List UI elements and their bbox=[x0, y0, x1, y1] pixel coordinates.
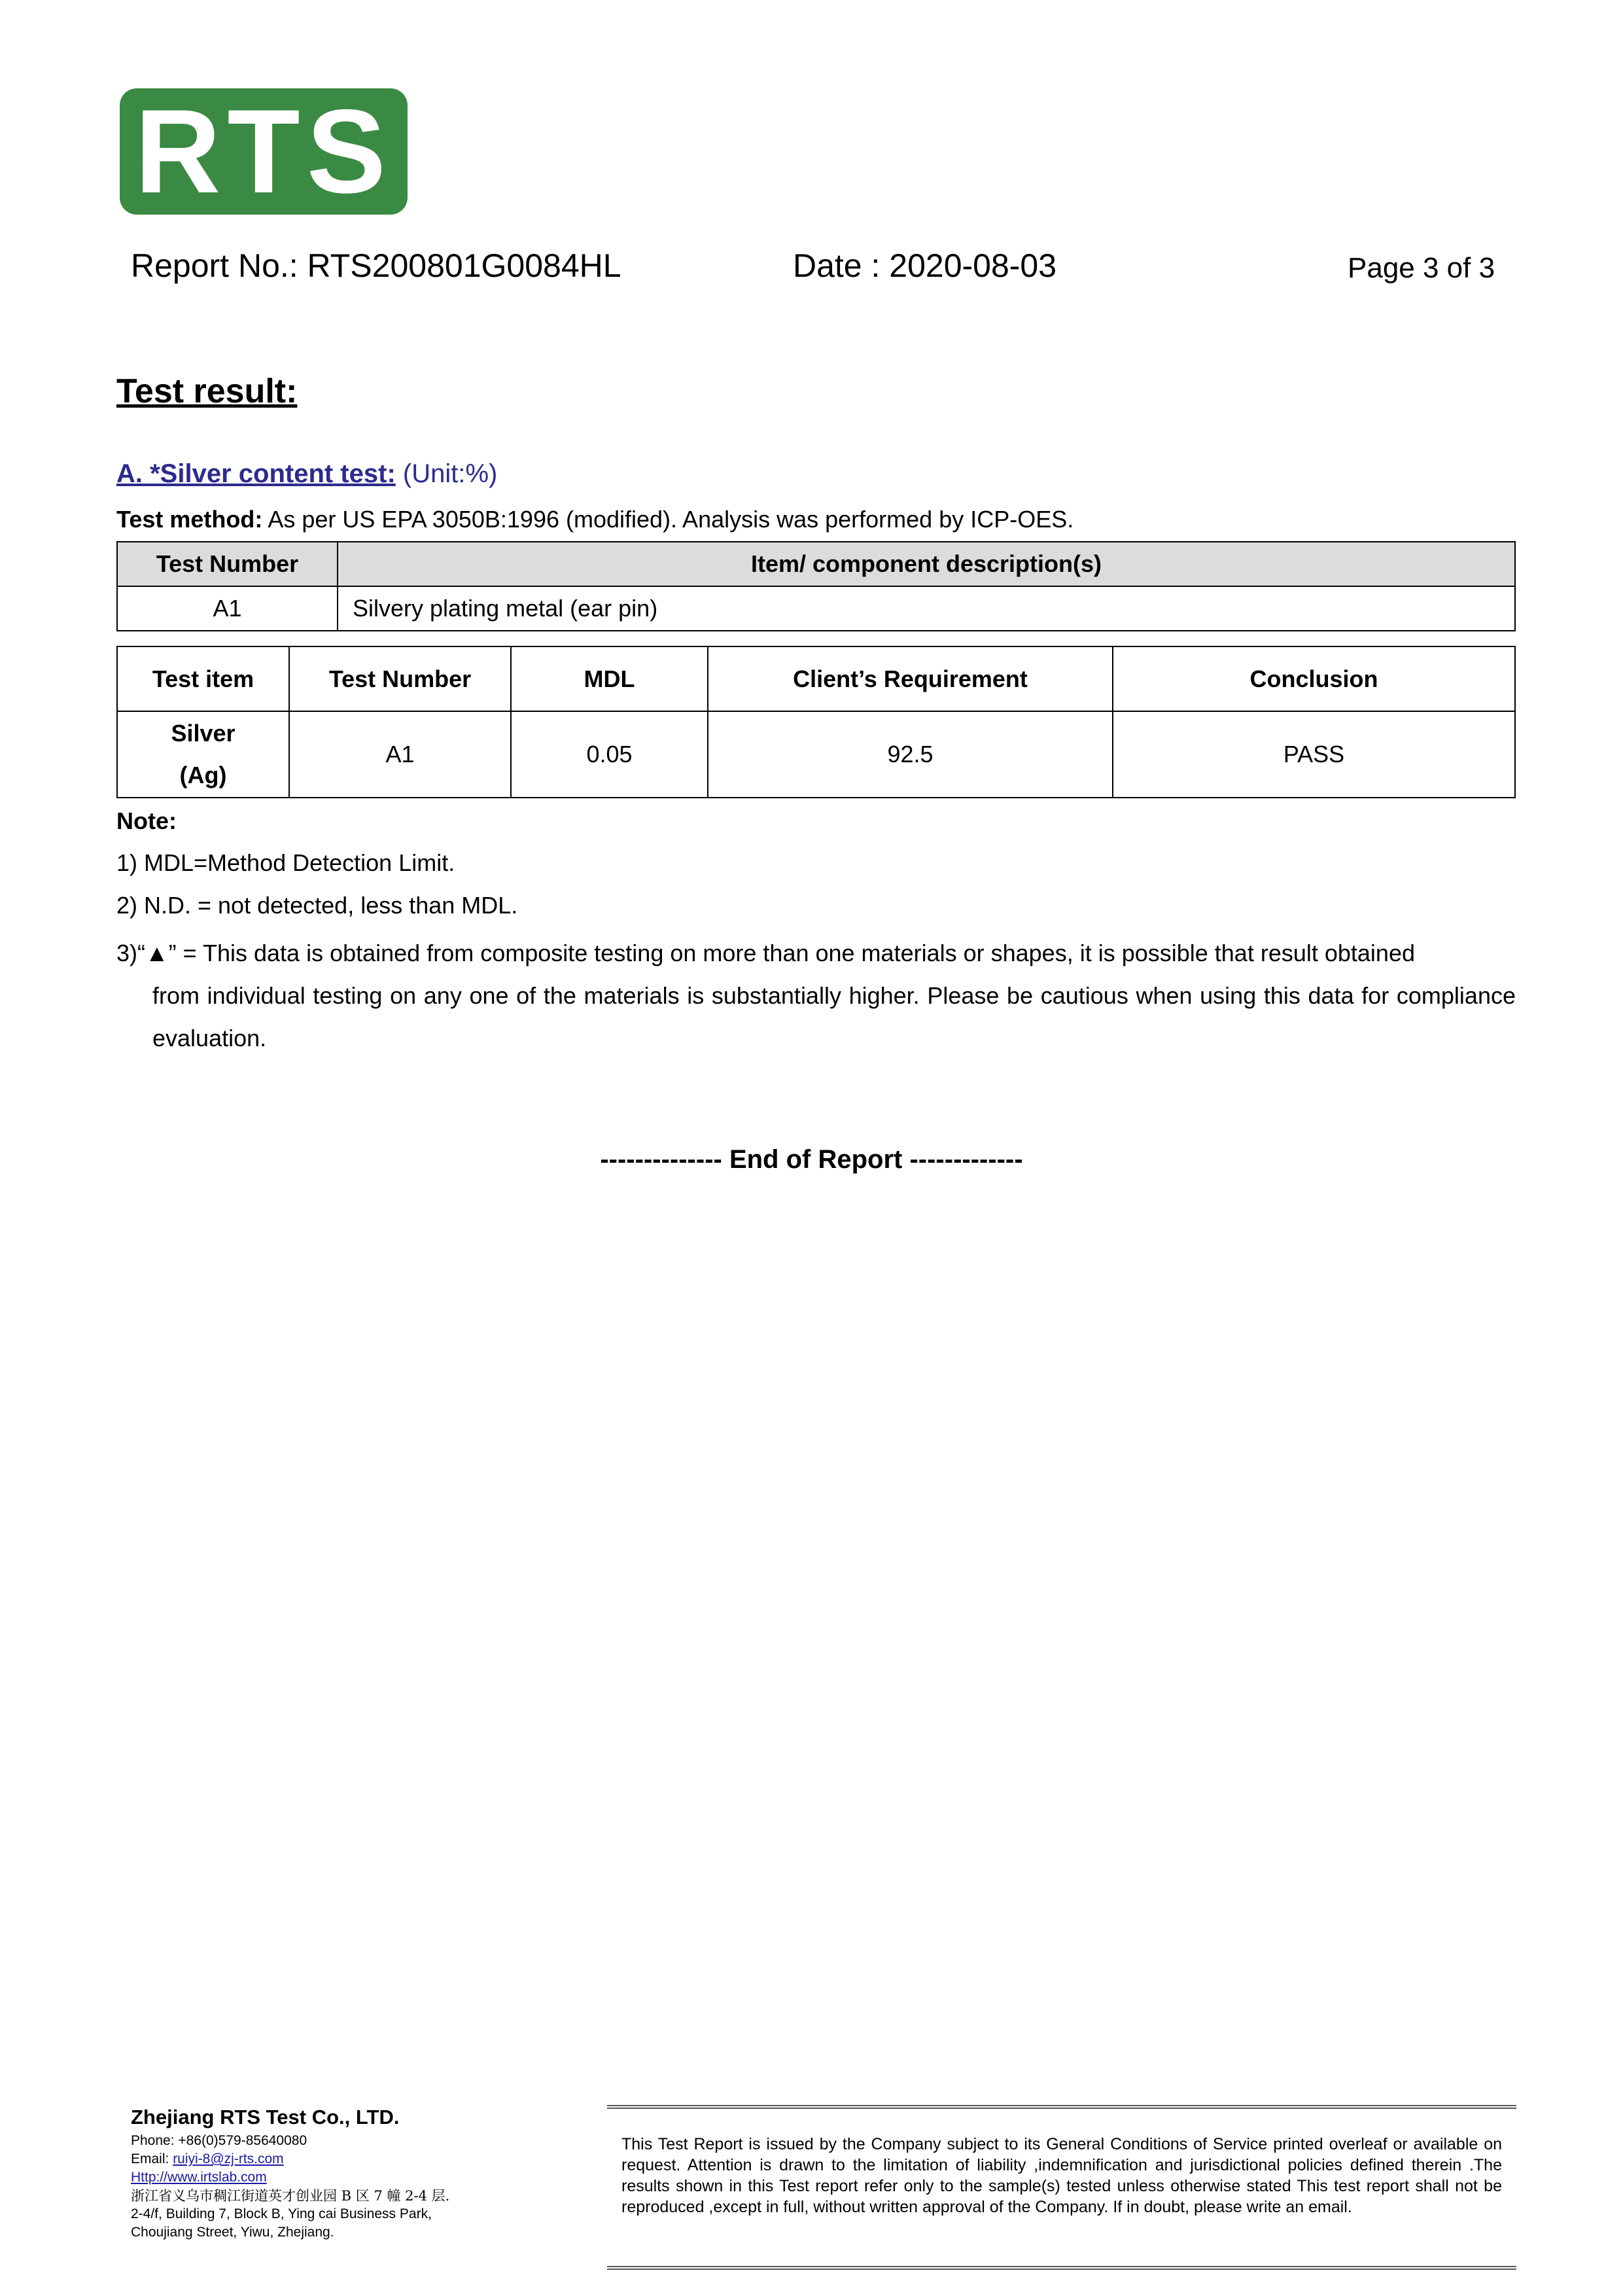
page-number: Page 3 of 3 bbox=[1348, 252, 1495, 284]
report-date: Date : 2020-08-03 bbox=[793, 247, 1057, 284]
test-method-label: Test method: bbox=[116, 506, 263, 533]
result-requirement: 92.5 bbox=[708, 711, 1113, 798]
table-row bbox=[117, 586, 1515, 631]
note-heading: Note: bbox=[116, 807, 177, 834]
footer-address-cn: 浙江省义乌市稠江街道英才创业园 B 区 7 幢 2-4 层. bbox=[131, 2188, 450, 2204]
logo-text: RTS bbox=[135, 84, 393, 218]
col-test-item: Test item bbox=[117, 646, 289, 711]
col-requirement: Client’s Requirement bbox=[708, 646, 1113, 711]
sample-number: A1 bbox=[117, 586, 338, 631]
test-method bbox=[116, 506, 1073, 533]
footer-website-link[interactable]: Http://www.irtslab.com bbox=[131, 2170, 267, 2185]
col-mdl: MDL bbox=[511, 646, 708, 711]
footer-email-label: Email: bbox=[131, 2151, 173, 2166]
sample-table bbox=[116, 541, 1516, 631]
col-test-number: Test Number bbox=[289, 646, 511, 711]
footer-company-name: Zhejiang RTS Test Co., LTD. bbox=[131, 2106, 400, 2128]
subsection-unit: (Unit:%) bbox=[395, 459, 498, 488]
footer-email bbox=[131, 2150, 284, 2168]
subsection-label: A. *Silver content test: bbox=[116, 459, 396, 488]
col-conclusion: Conclusion bbox=[1113, 646, 1515, 711]
section-title: Test result: bbox=[116, 372, 298, 410]
test-item-cell bbox=[117, 711, 289, 798]
subsection-title bbox=[116, 459, 497, 489]
col-test-number: Test Number bbox=[117, 542, 338, 586]
end-of-report: -------------- End of Report ------------- bbox=[600, 1145, 1023, 1174]
footer-phone: Phone: +86(0)579-85640080 bbox=[131, 2133, 307, 2148]
result-test-number: A1 bbox=[289, 711, 511, 798]
note-3-continuation: from individual testing on any one of the materials is substantially higher. Please be cautious when using this data for compliance evaluation. bbox=[152, 982, 1516, 1051]
footer-address-2: Choujiang Street, Yiwu, Zhejiang. bbox=[131, 2225, 334, 2240]
note-item: 2) N.D. = not detected, less than MDL. bbox=[116, 892, 518, 919]
report-number: Report No.: RTS200801G0084HL bbox=[131, 247, 621, 284]
sample-table-header bbox=[117, 542, 1515, 586]
col-description: Item/ component description(s) bbox=[338, 542, 1515, 586]
footer-disclaimer: This Test Report is issued by the Company subject to its General Conditions of Service printed overleaf or available on request. Attention is drawn to the limitation of liability ,indemnification and jurisdictional policies defined therein .The results shown in this Test report refer only to the sample(s) tested unless otherwise stated This test report shall not be reproduced ,except in full, without written approval of the Company. If in doubt, please write an email. bbox=[621, 2135, 1502, 2216]
result-conclusion: PASS bbox=[1113, 711, 1515, 798]
test-method-text: As per US EPA 3050B:1996 (modified). Analysis was performed by ICP-OES. bbox=[262, 506, 1074, 533]
result-table-header bbox=[117, 646, 1515, 711]
table-row bbox=[117, 711, 1515, 798]
note-item bbox=[116, 932, 1516, 1059]
company-logo bbox=[120, 84, 408, 218]
footer-disclaimer-box bbox=[607, 2105, 1516, 2270]
test-item-symbol: (Ag) bbox=[179, 762, 227, 788]
footer-address-1: 2-4/f, Building 7, Block B, Ying cai Business Park, bbox=[131, 2206, 432, 2221]
result-table bbox=[116, 646, 1516, 798]
note-3-first-line: 3)“▲” = This data is obtained from composite testing on more than one materials or shapes, it is possible that result obtained bbox=[116, 940, 1415, 966]
note-item: 1) MDL=Method Detection Limit. bbox=[116, 849, 455, 876]
sample-description: Silvery plating metal (ear pin) bbox=[338, 586, 1515, 631]
result-mdl: 0.05 bbox=[511, 711, 708, 798]
test-item-name: Silver bbox=[171, 720, 236, 747]
footer-email-link[interactable]: ruiyi-8@zj-rts.com bbox=[173, 2151, 284, 2166]
